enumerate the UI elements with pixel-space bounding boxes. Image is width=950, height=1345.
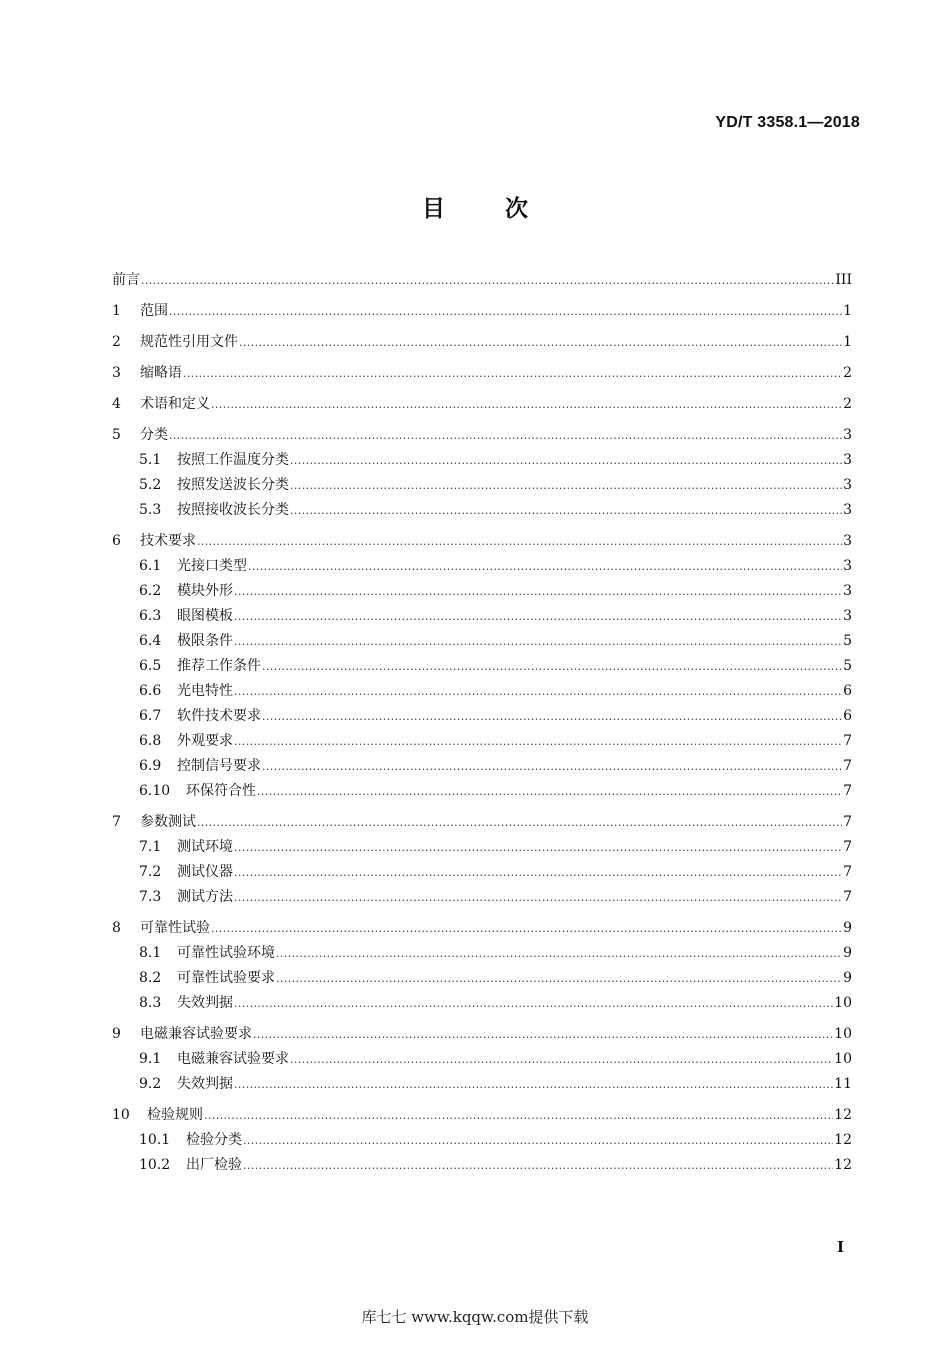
toc-entry[interactable] [112, 779, 852, 804]
dot-leader [239, 330, 842, 355]
toc-entry-number: 10.1 [139, 1132, 171, 1148]
toc-entry[interactable] [112, 835, 852, 860]
toc-entry-number: 6.1 [139, 558, 162, 574]
toc-entry-page: 3 [843, 558, 852, 574]
toc-entry-number: 2 [112, 334, 121, 350]
toc-entry[interactable] [112, 554, 852, 579]
toc-entry-number: 9 [112, 1026, 121, 1042]
toc-entry-title: 测试仪器 [177, 864, 233, 880]
toc-entry-title: 失效判据 [177, 995, 233, 1011]
dot-leader [234, 679, 842, 704]
dot-leader [257, 779, 842, 804]
toc-entry-number: 5 [112, 427, 121, 443]
toc-entry-number: 10.2 [139, 1157, 171, 1173]
toc-entry-page: 9 [843, 945, 852, 961]
dot-leader [243, 1153, 833, 1178]
toc-entry[interactable] [112, 1022, 852, 1047]
toc-entry-title: 测试方法 [177, 889, 233, 905]
download-footer: 库七七 www.kqqw.com提供下载 [361, 1308, 589, 1326]
toc-entry-page: 9 [843, 970, 852, 986]
dot-leader [204, 1103, 833, 1128]
dot-leader [183, 361, 842, 386]
toc-entry-title: 前言 [112, 272, 140, 288]
toc-entry-title: 光电特性 [177, 683, 233, 699]
toc-entry-number: 9.2 [139, 1076, 162, 1092]
toc-entry[interactable] [112, 1153, 852, 1178]
dot-leader [253, 1022, 833, 1047]
toc-entry-title: 按照发送波长分类 [177, 477, 289, 493]
toc-entry[interactable] [112, 604, 852, 629]
toc-entry-number: 5.1 [139, 452, 162, 468]
toc-entry-title: 推荐工作条件 [177, 658, 261, 674]
dot-leader [276, 941, 842, 966]
toc-entry-title: 参数测试 [140, 814, 196, 830]
toc-entry-page: 3 [843, 502, 852, 518]
toc-entry-title: 检验规则 [147, 1107, 203, 1123]
toc-entry[interactable] [112, 579, 852, 604]
toc-entry[interactable] [112, 754, 852, 779]
toc-entry[interactable] [112, 860, 852, 885]
toc-entry-page: 12 [834, 1157, 852, 1173]
toc-entry-number: 6 [112, 533, 121, 549]
dot-leader [262, 754, 842, 779]
toc-entry-number: 6.6 [139, 683, 162, 699]
toc-entry-page: 11 [834, 1076, 852, 1092]
dot-leader [169, 299, 842, 324]
toc-entry[interactable] [112, 966, 852, 991]
toc-entry-title: 可靠性试验要求 [177, 970, 275, 986]
toc-entry-page: 3 [843, 533, 852, 549]
dot-leader [234, 604, 842, 629]
toc-entry-page: 3 [843, 427, 852, 443]
toc-entry-page: 12 [834, 1107, 852, 1123]
toc-entry[interactable] [112, 629, 852, 654]
toc-entry[interactable] [112, 268, 852, 293]
dot-leader [276, 966, 842, 991]
dot-leader [211, 392, 842, 417]
toc-entry[interactable] [112, 1128, 852, 1153]
toc-entry[interactable] [112, 473, 852, 498]
toc-entry-page: III [835, 272, 852, 288]
toc-entry-page: 5 [843, 658, 852, 674]
toc-entry-title: 电磁兼容试验要求 [177, 1051, 289, 1067]
toc-entry-page: 7 [843, 889, 852, 905]
toc-entry[interactable] [112, 330, 852, 355]
toc-entry-number: 4 [112, 396, 121, 412]
toc-entry-page: 7 [843, 733, 852, 749]
toc-entry-title: 控制信号要求 [177, 758, 261, 774]
toc-entry-title: 可靠性试验 [140, 920, 210, 936]
page-number: I [836, 1238, 844, 1256]
toc-entry-title: 软件技术要求 [177, 708, 261, 724]
dot-leader [262, 654, 842, 679]
toc-entry-title: 检验分类 [186, 1132, 242, 1148]
toc-entry-title: 按照工作温度分类 [177, 452, 289, 468]
dot-leader [234, 729, 842, 754]
toc-entry-number: 8.2 [139, 970, 162, 986]
toc-entry[interactable] [112, 1047, 852, 1072]
toc-entry-page: 7 [843, 864, 852, 880]
toc-entry-number: 6.7 [139, 708, 162, 724]
toc-entry[interactable] [112, 448, 852, 473]
toc-entry-title: 失效判据 [177, 1076, 233, 1092]
toc-entry[interactable] [112, 885, 852, 910]
toc-entry-page: 7 [843, 839, 852, 855]
dot-leader [243, 1128, 833, 1153]
toc-entry-number: 6.3 [139, 608, 162, 624]
dot-leader [290, 448, 842, 473]
toc-entry-title: 环保符合性 [186, 783, 256, 799]
toc-entry-number: 8.1 [139, 945, 162, 961]
dot-leader [262, 704, 842, 729]
toc-entry-title: 外观要求 [177, 733, 233, 749]
toc-entry-title: 光接口类型 [177, 558, 247, 574]
toc-entry-page: 3 [843, 477, 852, 493]
toc-entry-page: 1 [843, 334, 852, 350]
dot-leader [234, 629, 842, 654]
toc-entry-title: 眼图模板 [177, 608, 233, 624]
table-of-contents [112, 268, 852, 1178]
toc-entry-number: 10 [112, 1107, 130, 1123]
toc-entry-title: 出厂检验 [186, 1157, 242, 1173]
toc-entry[interactable] [112, 361, 852, 386]
toc-entry[interactable] [112, 704, 852, 729]
dot-leader [234, 1072, 833, 1097]
dot-leader [197, 810, 842, 835]
toc-entry-number: 6.9 [139, 758, 162, 774]
toc-entry-number: 6.2 [139, 583, 162, 599]
toc-entry-number: 7.2 [139, 864, 162, 880]
toc-entry-title: 模块外形 [177, 583, 233, 599]
toc-entry-title: 测试环境 [177, 839, 233, 855]
toc-entry-number: 6.4 [139, 633, 162, 649]
toc-entry-title: 极限条件 [177, 633, 233, 649]
toc-entry[interactable] [112, 810, 852, 835]
toc-entry-page: 6 [843, 708, 852, 724]
toc-entry-title: 电磁兼容试验要求 [140, 1026, 252, 1042]
toc-entry-page: 12 [834, 1132, 852, 1148]
toc-title-char-1: 目 [422, 196, 445, 222]
toc-entry-title: 缩略语 [140, 365, 182, 381]
toc-entry-title: 术语和定义 [140, 396, 210, 412]
toc-entry-title: 规范性引用文件 [140, 334, 238, 350]
toc-entry-title: 按照接收波长分类 [177, 502, 289, 518]
toc-entry-title: 分类 [140, 427, 168, 443]
toc-entry-number: 3 [112, 365, 121, 381]
dot-leader [234, 835, 842, 860]
toc-entry-page: 10 [834, 1051, 852, 1067]
toc-entry-number: 5.2 [139, 477, 162, 493]
toc-entry-page: 3 [843, 452, 852, 468]
toc-entry-page: 5 [843, 633, 852, 649]
dot-leader [248, 554, 842, 579]
dot-leader [169, 423, 842, 448]
dot-leader [290, 1047, 833, 1072]
toc-entry-number: 7.3 [139, 889, 162, 905]
toc-title-char-2: 次 [505, 196, 528, 222]
dot-leader [290, 498, 842, 523]
toc-entry[interactable] [112, 392, 852, 417]
toc-entry-number: 6.8 [139, 733, 162, 749]
toc-entry-page: 10 [834, 995, 852, 1011]
toc-entry[interactable] [112, 654, 852, 679]
dot-leader [211, 916, 842, 941]
toc-entry-title: 范围 [140, 303, 168, 319]
toc-entry-page: 6 [843, 683, 852, 699]
toc-entry-number: 6.10 [139, 783, 171, 799]
toc-entry[interactable] [112, 423, 852, 448]
toc-entry-number: 5.3 [139, 502, 162, 518]
dot-leader [141, 268, 834, 293]
toc-entry-number: 9.1 [139, 1051, 162, 1067]
toc-entry-number: 7.1 [139, 839, 162, 855]
document-code: YD/T 3358.1—2018 [715, 114, 860, 131]
toc-entry[interactable] [112, 1072, 852, 1097]
toc-entry-page: 3 [843, 583, 852, 599]
dot-leader [234, 885, 842, 910]
toc-entry-title: 技术要求 [140, 533, 196, 549]
toc-entry-page: 1 [843, 303, 852, 319]
dot-leader [290, 473, 842, 498]
dot-leader [234, 991, 833, 1016]
toc-entry-page: 3 [843, 608, 852, 624]
toc-entry-number: 1 [112, 303, 121, 319]
toc-entry[interactable] [112, 529, 852, 554]
toc-entry[interactable] [112, 991, 852, 1016]
toc-entry-title: 可靠性试验环境 [177, 945, 275, 961]
toc-entry-page: 10 [834, 1026, 852, 1042]
toc-entry[interactable] [112, 299, 852, 324]
toc-entry[interactable] [112, 941, 852, 966]
toc-entry-page: 7 [843, 814, 852, 830]
dot-leader [234, 860, 842, 885]
toc-entry-page: 7 [843, 783, 852, 799]
toc-entry[interactable] [112, 679, 852, 704]
toc-entry-number: 7 [112, 814, 121, 830]
toc-entry-number: 8.3 [139, 995, 162, 1011]
toc-entry[interactable] [112, 1103, 852, 1128]
toc-entry-number: 8 [112, 920, 121, 936]
toc-entry-page: 7 [843, 758, 852, 774]
toc-entry-page: 2 [843, 365, 852, 381]
toc-entry-number: 6.5 [139, 658, 162, 674]
dot-leader [234, 579, 842, 604]
toc-title [0, 190, 950, 223]
toc-entry[interactable] [112, 916, 852, 941]
dot-leader [197, 529, 842, 554]
toc-entry[interactable] [112, 729, 852, 754]
toc-entry[interactable] [112, 498, 852, 523]
toc-entry-page: 2 [843, 396, 852, 412]
toc-entry-page: 9 [843, 920, 852, 936]
